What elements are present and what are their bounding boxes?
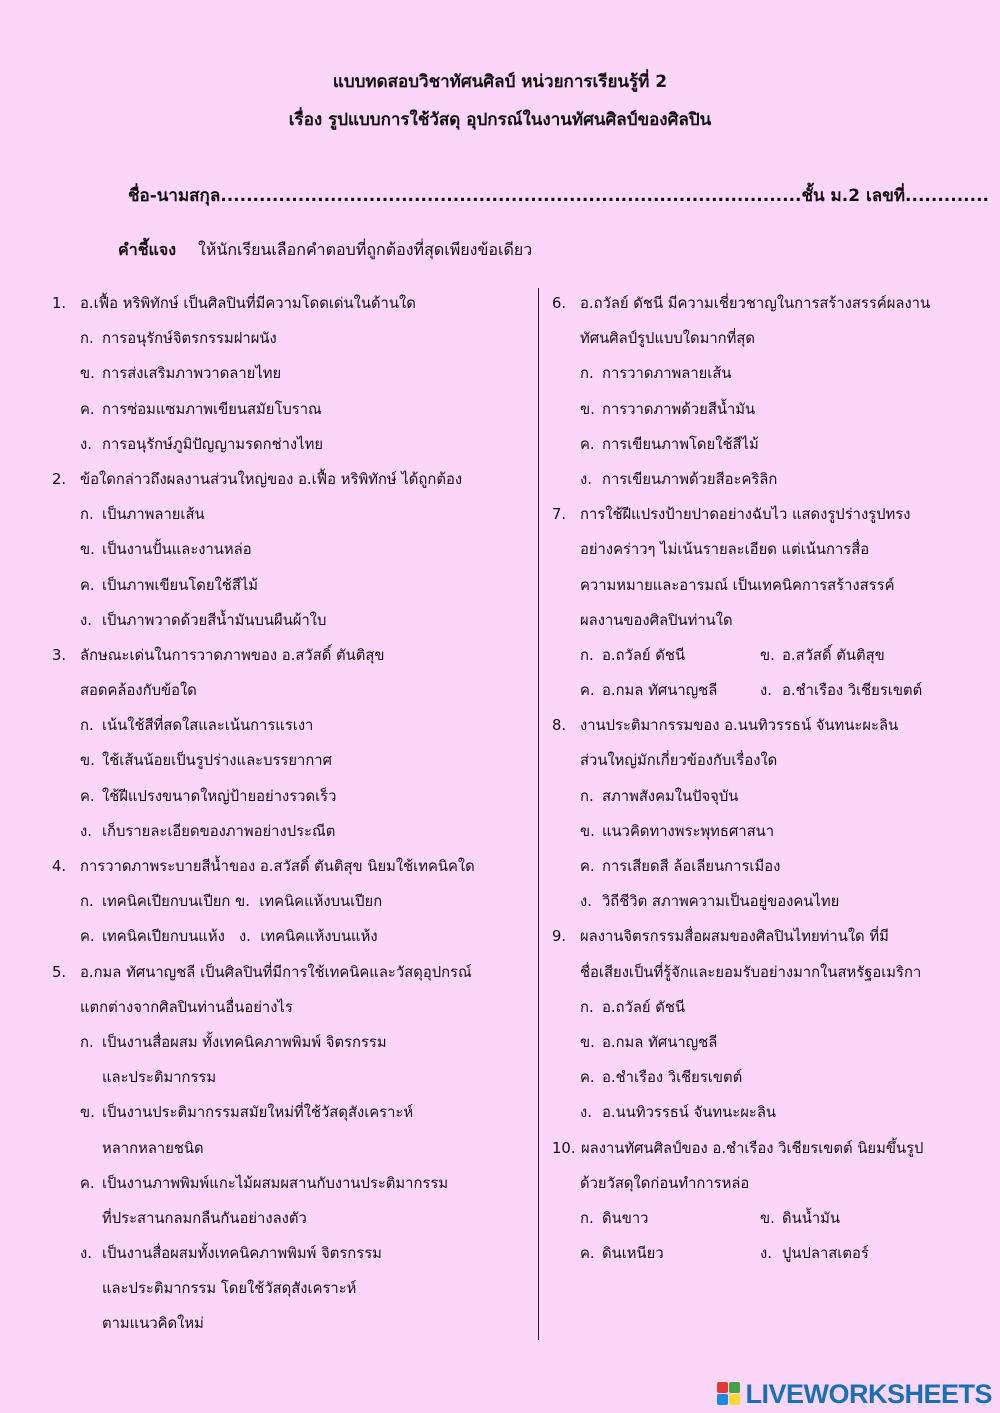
- question-9-cont: ชื่อเสียงเป็นที่รู้จักและยอมรับอย่างมากในสหรัฐอเมริกา: [580, 963, 922, 981]
- q6-option-b[interactable]: ข. การวาดภาพด้วยสีน้ำมัน: [580, 400, 756, 418]
- logo-square-blue: [717, 1394, 728, 1405]
- q3-option-a[interactable]: ก. เน้นใช้สีที่สดใสและเน้นการแรเงา: [80, 717, 314, 735]
- question-8-cont: ส่วนใหญ่มักเกี่ยวข้องกับเรื่องใด: [580, 752, 778, 770]
- instruction: [118, 238, 532, 263]
- worksheet-subtitle: เรื่อง รูปแบบการใช้วัสดุ อุปกรณ์ในงานทัศนศิลป์ของศิลปิน: [288, 110, 712, 130]
- right-column: [552, 290, 992, 1275]
- q7-option-a[interactable]: ก. อ.ถวัลย์ ดัชนี: [580, 646, 686, 664]
- q8-option-c[interactable]: ค. การเสียดสี ล้อเลียนการเมือง: [580, 858, 781, 875]
- question-6-cont: ทัศนศิลป์รูปแบบใดมากที่สุด: [580, 330, 756, 348]
- q1-option-a[interactable]: ก. การอนุรักษ์จิตรกรรมฝาผนัง: [80, 330, 277, 348]
- question-3-cont: สอดคล้องกับข้อใด: [80, 682, 197, 700]
- question-1: 1. อ.เฟื้อ หริพิทักษ์ เป็นศิลปินที่มีความโดดเด่นในด้านใด: [52, 295, 416, 312]
- q7-option-d[interactable]: ง. อ.ชำเรือง วิเชียรเขตต์: [760, 682, 923, 700]
- q6-option-c[interactable]: ค. การเขียนภาพโดยใช้สีไม้: [580, 435, 759, 453]
- q10-option-a[interactable]: ก. ดินขาว: [580, 1209, 649, 1227]
- q5-option-d-cont2: ตามแนวคิดใหม่: [102, 1315, 204, 1333]
- q3-option-b[interactable]: ข. ใช้เส้นน้อยเป็นรูปร่างและบรรยากาศ: [80, 752, 333, 770]
- q2-option-b[interactable]: ข. เป็นงานปั้นและงานหล่อ: [80, 541, 252, 559]
- question-3: 3. ลักษณะเด่นในการวาดภาพของ อ.สวัสดิ์ ตันติสุข: [52, 646, 385, 664]
- q1-option-c[interactable]: ค. การซ่อมแซมภาพเขียนสมัยโบราณ: [80, 400, 322, 418]
- logo-square-red: [717, 1382, 728, 1393]
- question-10-cont: ด้วยวัสดุใดก่อนทำการหล่อ: [580, 1174, 750, 1192]
- q2-option-a[interactable]: ก. เป็นภาพลายเส้น: [80, 506, 205, 524]
- q10-option-d[interactable]: ง. ปูนปลาสเตอร์: [760, 1245, 869, 1263]
- logo-square-yellow: [729, 1394, 740, 1405]
- q6-option-a[interactable]: ก. การวาดภาพลายเส้น: [580, 365, 732, 383]
- q10-options-ab: [552, 1205, 992, 1240]
- q8-option-a[interactable]: ก. สภาพสังคมในปัจจุบัน: [580, 787, 739, 805]
- question-10: 10. ผลงานทัศนศิลป์ของ อ.ชำเรือง วิเชียรเขตต์ นิยมขึ้นรูป: [552, 1139, 924, 1157]
- q10-options-cd: [552, 1240, 992, 1275]
- logo-square-green: [729, 1382, 740, 1393]
- q5-option-a[interactable]: ก. เป็นงานสื่อผสม ทั้งเทคนิคภาพพิมพ์ จิตรกรรม: [80, 1033, 387, 1051]
- instruction-text: ให้นักเรียนเลือกคำตอบที่ถูกต้องที่สุดเพียงข้อเดียว: [198, 240, 533, 259]
- q7-options-cd: [552, 677, 992, 712]
- q5-option-c-cont: ที่ประสานกลมกลืนกันอย่างลงตัว: [102, 1209, 307, 1227]
- liveworksheets-wordmark: LIVEWORKSHEETS: [745, 1378, 992, 1409]
- question-7-cont2: ความหมายและอารมณ์ เป็นเทคนิคการสร้างสรรค์: [580, 576, 895, 594]
- q8-option-b[interactable]: ข. แนวคิดทางพระพุทธศาสนา: [580, 822, 775, 840]
- liveworksheets-logo-icon: [717, 1382, 741, 1406]
- q4-option-a[interactable]: ก. เทคนิคเปียกบนเปียก: [80, 893, 231, 911]
- question-6: 6. อ.ถวัลย์ ดัชนี มีความเชี่ยวชาญในการสร้างสรรค์ผลงาน: [552, 295, 931, 312]
- question-9: 9. ผลงานจิตรกรรมสื่อผสมของศิลปินไทยท่านใด ที่มี: [552, 928, 889, 946]
- column-divider: [538, 288, 539, 1340]
- q8-option-d[interactable]: ง. วิถีชีวิต สภาพความเป็นอยู่ของคนไทย: [580, 893, 840, 911]
- question-5-cont: แตกต่างจากศิลปินท่านอื่นอย่างไร: [80, 998, 293, 1016]
- q1-option-b[interactable]: ข. การส่งเสริมภาพวาดลายไทย: [80, 365, 282, 383]
- q7-option-b[interactable]: ข. อ.สวัสดิ์ ตันติสุข: [760, 646, 885, 664]
- q4-options-ab: [52, 888, 532, 923]
- q10-option-c[interactable]: ค. ดินเหนียว: [580, 1245, 664, 1263]
- q9-option-b[interactable]: ข. อ.กมล ทัศนาญชลี: [580, 1033, 718, 1051]
- q9-option-a[interactable]: ก. อ.ถวัลย์ ดัชนี: [580, 998, 686, 1016]
- question-2: 2. ข้อใดกล่าวถึงผลงานส่วนใหญ่ของ อ.เฟื้อ หริพิทักษ์ ได้ถูกต้อง: [52, 470, 463, 488]
- q9-option-d[interactable]: ง. อ.นนทิวรรธน์ จันทนะผะลิน: [580, 1104, 777, 1122]
- q7-options-ab: [552, 642, 992, 677]
- question-7-cont: อย่างคร่าวๆ ไม่เน้นรายละเอียด แต่เน้นการสื่อ: [580, 541, 870, 559]
- question-5: 5. อ.กมล ทัศนาญชลี เป็นศิลปินที่มีการใช้เทคนิคและวัสดุอุปกรณ์: [52, 963, 472, 981]
- question-7-cont3: ผลงานของศิลปินท่านใด: [580, 611, 733, 629]
- q6-option-d[interactable]: ง. การเขียนภาพด้วยสีอะคริลิก: [580, 470, 778, 488]
- q5-option-c[interactable]: ค. เป็นงานภาพพิมพ์แกะไม้ผสมผสานกับงานประติมากรรม: [80, 1174, 449, 1192]
- q5-option-b-cont: หลากหลายชนิด: [102, 1139, 204, 1157]
- q4-option-d[interactable]: ง. เทคนิคแห้งบนแห้ง: [238, 928, 378, 946]
- question-4: 4. การวาดภาพระบายสีน้ำของ อ.สวัสดิ์ ตันติสุข นิยมใช้เทคนิคใด: [52, 858, 475, 875]
- worksheet-title: แบบทดสอบวิชาทัศนศิลป์ หน่วยการเรียนรู้ที่ 2: [332, 72, 668, 92]
- q3-option-c[interactable]: ค. ใช้ฝีแปรงขนาดใหญ่ป้ายอย่างรวดเร็ว: [80, 787, 337, 805]
- question-8: 8. งานประติมากรรมของ อ.นนทิวรรธน์ จันทนะผะลิน: [552, 717, 899, 735]
- q4-option-c[interactable]: ค. เทคนิคเปียกบนแห้ง: [80, 928, 225, 946]
- question-7: 7. การใช้ฝีแปรงป้ายปาดอย่างฉับไว แสดงรูปร่างรูปทรง: [552, 506, 911, 524]
- liveworksheets-brand[interactable]: [717, 1378, 992, 1410]
- q5-option-d[interactable]: ง. เป็นงานสื่อผสมทั้งเทคนิคภาพพิมพ์ จิตรกรรม: [80, 1245, 382, 1263]
- q5-option-a-cont: และประติมากรรม: [102, 1069, 217, 1087]
- q5-option-b[interactable]: ข. เป็นงานประติมากรรมสมัยใหม่ที่ใช้วัสดุสังเคราะห์: [80, 1104, 414, 1122]
- q9-option-c[interactable]: ค. อ.ชำเรือง วิเชียรเขตต์: [580, 1069, 743, 1087]
- student-name-row: ชื่อ-นามสกุล..........................................................................................ชั้น ม.2 เลขที่.............: [128, 186, 989, 206]
- q4-options-cd: [52, 923, 532, 958]
- q1-option-d[interactable]: ง. การอนุรักษ์ภูมิปัญญามรดกช่างไทย: [80, 435, 324, 453]
- left-column: [52, 290, 532, 1346]
- q10-option-b[interactable]: ข. ดินน้ำมัน: [760, 1209, 841, 1227]
- q2-option-c[interactable]: ค. เป็นภาพเขียนโดยใช้สีไม้: [80, 576, 259, 594]
- q4-option-b[interactable]: ข. เทคนิคแห้งบนเปียก: [235, 893, 383, 911]
- q2-option-d[interactable]: ง. เป็นภาพวาดด้วยสีน้ำมันบนผืนผ้าใบ: [80, 611, 327, 629]
- q5-option-d-cont: และประติมากรรม โดยใช้วัสดุสังเคราะห์: [102, 1280, 357, 1298]
- instruction-label: คำชี้แจง: [118, 240, 177, 259]
- q7-option-c[interactable]: ค. อ.กมล ทัศนาญชลี: [580, 682, 718, 700]
- q3-option-d[interactable]: ง. เก็บรายละเอียดของภาพอย่างประณีต: [80, 822, 336, 840]
